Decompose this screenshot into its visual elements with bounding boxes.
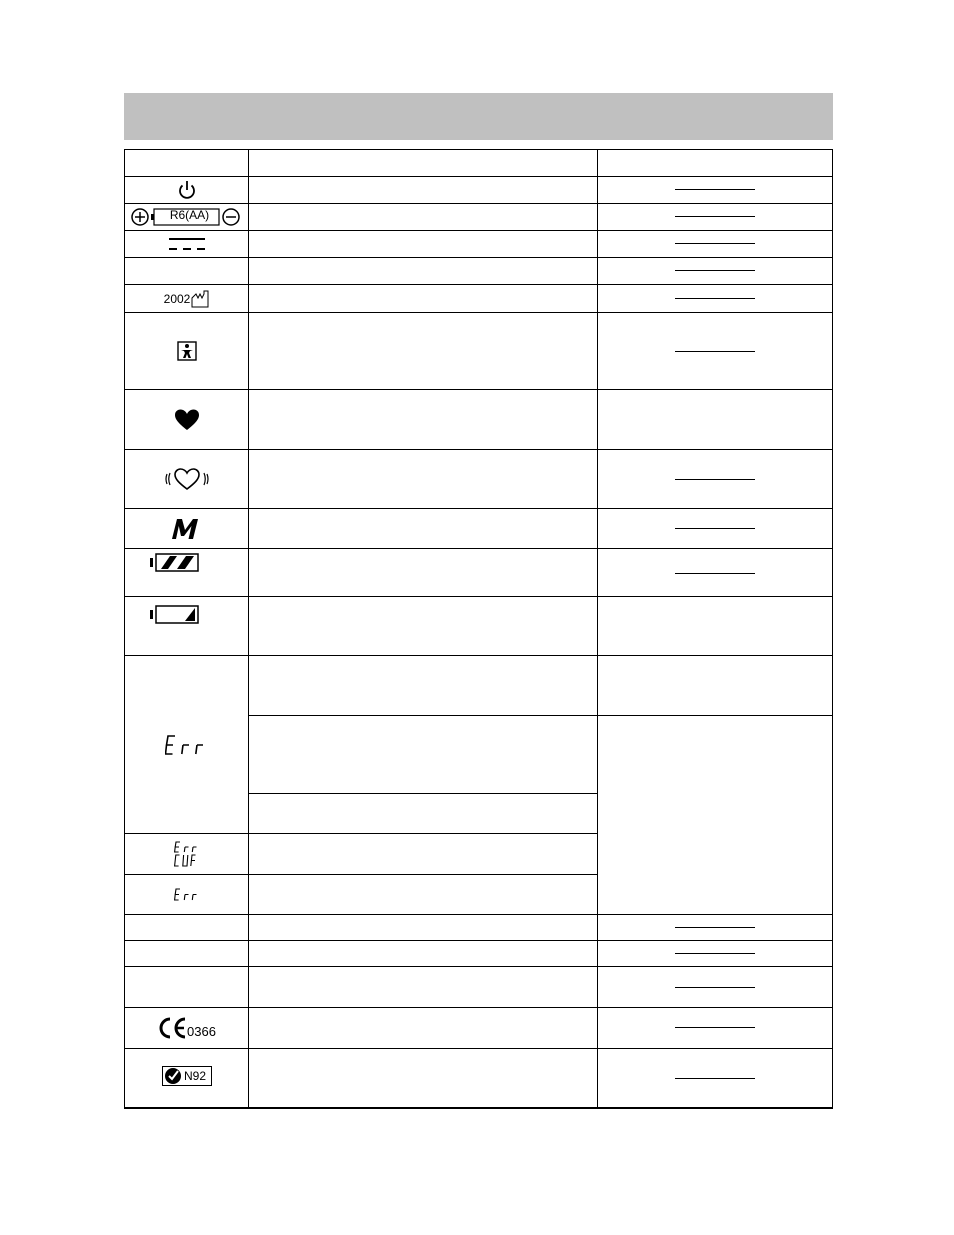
error-small-icon — [125, 875, 248, 914]
cuff-error-icon — [125, 834, 248, 874]
ce-notified-body-number: 0366 — [187, 1023, 216, 1039]
irregular-heartbeat-icon — [125, 450, 248, 508]
battery-full-icon — [150, 553, 200, 578]
manufacture-year: 2002 — [163, 291, 191, 306]
battery-low-icon — [150, 605, 200, 630]
type-bf-applied-part-icon — [125, 313, 248, 389]
memory-icon — [125, 509, 248, 548]
c-tick-mark-icon — [162, 1066, 212, 1086]
heart-icon — [125, 390, 248, 449]
date-of-manufacture-icon — [125, 285, 248, 312]
table-title-bar — [124, 93, 833, 140]
battery-size-label: R6(AA) — [169, 208, 210, 222]
error-display-icon — [125, 656, 248, 834]
direct-current-icon — [125, 231, 248, 257]
c-tick-code: N92 — [184, 1069, 207, 1083]
ce-mark-icon — [125, 1008, 248, 1048]
power-icon — [125, 177, 248, 203]
